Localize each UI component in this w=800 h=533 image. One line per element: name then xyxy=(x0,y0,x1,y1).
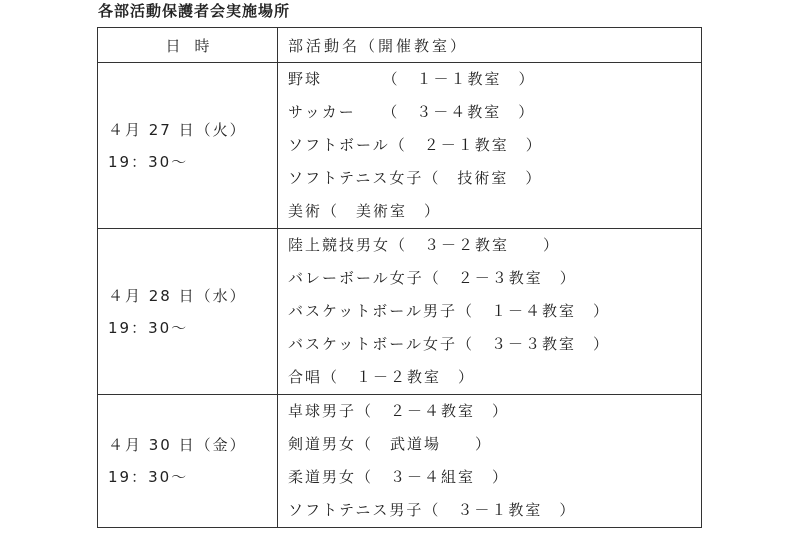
club-list-cell xyxy=(278,229,702,395)
list-item: 野球 （ １－１教室 ） xyxy=(288,70,536,88)
date-column-header: 日時 xyxy=(98,28,278,63)
table-row xyxy=(98,63,702,229)
meeting-time: 19：30～ xyxy=(108,468,189,486)
page-title: 各部活動保護者会実施場所 xyxy=(98,2,291,20)
table-row xyxy=(98,229,702,395)
date-cell xyxy=(98,63,278,229)
date-cell xyxy=(98,229,278,395)
club-list-cell xyxy=(278,63,702,229)
list-item: ソフトテニス男子（ ３－１教室 ） xyxy=(288,501,577,519)
list-item: 美術（ 美術室 ） xyxy=(288,202,442,220)
meeting-date: ４月 28 日（水） xyxy=(108,286,247,305)
list-item: 陸上競技男女（ ３－２教室 ） xyxy=(288,236,561,254)
meeting-date: ４月 30 日（金） xyxy=(108,436,247,454)
venue-table xyxy=(97,27,702,528)
club-column-header: 部活動名（開催教室） xyxy=(278,28,702,63)
list-item: バスケットボール男子（ １－４教室 ） xyxy=(288,302,610,320)
list-item: バスケットボール女子（ ３－３教室 ） xyxy=(288,335,610,353)
list-item: ソフトテニス女子（ 技術室 ） xyxy=(288,169,543,187)
table-row xyxy=(98,395,702,528)
list-item: 剣道男女（ 武道場 ） xyxy=(288,435,493,453)
club-list-cell xyxy=(278,395,702,528)
list-item: 卓球男子（ ２－４教室 ） xyxy=(288,402,510,420)
list-item: 柔道男女（ ３－４組室 ） xyxy=(288,468,510,486)
list-item: サッカー （ ３－４教室 ） xyxy=(288,103,536,121)
header-row xyxy=(98,28,702,63)
meeting-time: 19：30～ xyxy=(108,152,189,171)
list-item: バレーボール女子（ ２－３教室 ） xyxy=(288,269,577,287)
date-cell xyxy=(98,395,278,528)
list-item: ソフトボール（ ２－１教室 ） xyxy=(288,136,543,154)
meeting-time: 19：30～ xyxy=(108,318,189,337)
list-item: 合唱（ １－２教室 ） xyxy=(288,368,476,386)
meeting-date: ４月 27 日（火） xyxy=(108,120,247,139)
